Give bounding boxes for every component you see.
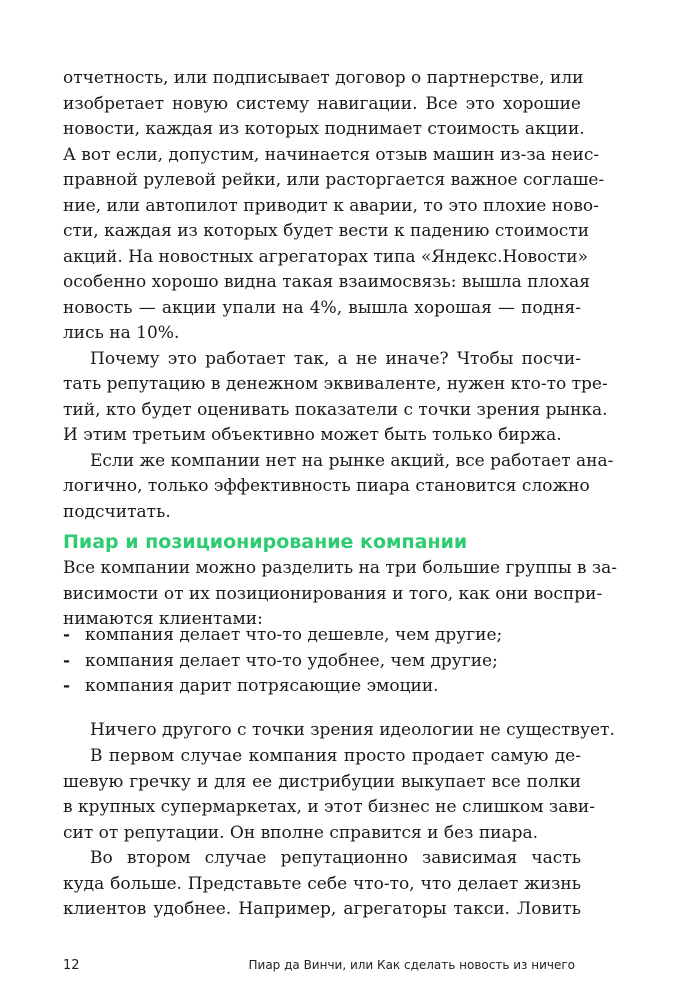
text-line: лись на 10%.	[63, 323, 180, 343]
text-line: новости, каждая из которых поднимает стоимость акции.	[63, 119, 585, 139]
paragraph-stock-news	[63, 66, 605, 347]
text-line: клиентов удобнее. Например, агрегаторы такси. Ловить	[63, 899, 581, 919]
text-line: нимаются клиентами:	[63, 609, 263, 629]
paragraph-no-stock-market	[63, 449, 614, 526]
text-line: логично, только эффективность пиара становится сложно	[63, 476, 590, 496]
list-item-text: компания делает что-то удобнее, чем другие;	[85, 650, 498, 671]
paragraph-three-groups	[63, 556, 618, 633]
text-line: А вот если, допустим, начинается отзыв машин из-за неис-	[63, 144, 600, 165]
text-line: сти, каждая из которых будет вести к падению стоимости	[63, 221, 590, 241]
bullet-marker: -	[63, 625, 71, 645]
text-line: ние, или автопилот приводит к аварии, то это плохие ново-	[63, 195, 599, 216]
text-line: новость — акции упали на 4%, вышла хорошая — подня-	[63, 297, 581, 318]
list-item	[63, 649, 581, 675]
list-item-text: компания дарит потрясающие эмоции.	[85, 676, 439, 696]
text-line: тать репутацию в денежном эквиваленте, нужен кто-то тре-	[63, 374, 608, 394]
running-footer-title: Пиар да Винчи, или Как сделать новость из ничего	[248, 958, 575, 972]
text-line: сит от репутации. Он вполне справится и без пиара.	[63, 822, 539, 843]
text-line: отчетность, или подписывает договор о партнерстве, или	[63, 68, 584, 88]
positioning-list	[63, 623, 581, 700]
text-line: Если же компании нет на рынке акций, все работает ана-	[90, 450, 614, 471]
text-line: Ничего другого с точки зрения идеологии не существует.	[90, 720, 615, 740]
bullet-marker: -	[63, 650, 71, 671]
text-line: акций. На новостных агрегаторах типа «Яндекс.Новости»	[63, 246, 589, 267]
page-number: 12	[63, 958, 80, 973]
paragraph-why-it-works	[63, 347, 608, 449]
text-line: Почему это работает так, а не иначе? Чтобы посчи-	[90, 348, 581, 369]
text-line: И этим третьим объективно может быть только биржа.	[63, 425, 562, 445]
text-line: изобретает новую систему навигации. Все это хорошие	[63, 93, 581, 114]
list-item-text: компания делает что-то дешевле, чем другие;	[85, 625, 503, 645]
paragraph-second-case	[63, 846, 581, 923]
section-heading: Пиар и позиционирование компании	[63, 531, 468, 553]
bullet-marker: -	[63, 676, 71, 696]
text-line: висимости от их позиционирования и того, как они воспри-	[63, 583, 603, 604]
text-line: Во втором случае репутационно зависимая часть	[90, 848, 581, 868]
text-line: подсчитать.	[63, 501, 171, 522]
text-line: В первом случае компания просто продает самую де-	[90, 746, 581, 766]
text-line: Все компании можно разделить на три большие группы в за-	[63, 558, 618, 578]
list-item	[63, 674, 581, 700]
text-line: особенно хорошо видна такая взаимосвязь: вышла плохая	[63, 272, 590, 292]
paragraph-first-case	[63, 744, 595, 846]
text-line: правной рулевой рейки, или расторгается важное соглаше-	[63, 170, 605, 190]
text-line: тий, кто будет оценивать показатели с точки зрения рынка.	[63, 399, 608, 420]
text-line: куда больше. Представьте себе что-то, что делает жизнь	[63, 873, 581, 894]
text-line: в крупных супермаркетах, и этот бизнес не слишком зави-	[63, 797, 595, 817]
text-line: шевую гречку и для ее дистрибуции выкупает все полки	[63, 771, 581, 792]
paragraph-nothing-else	[63, 718, 615, 744]
list-item	[63, 623, 581, 649]
